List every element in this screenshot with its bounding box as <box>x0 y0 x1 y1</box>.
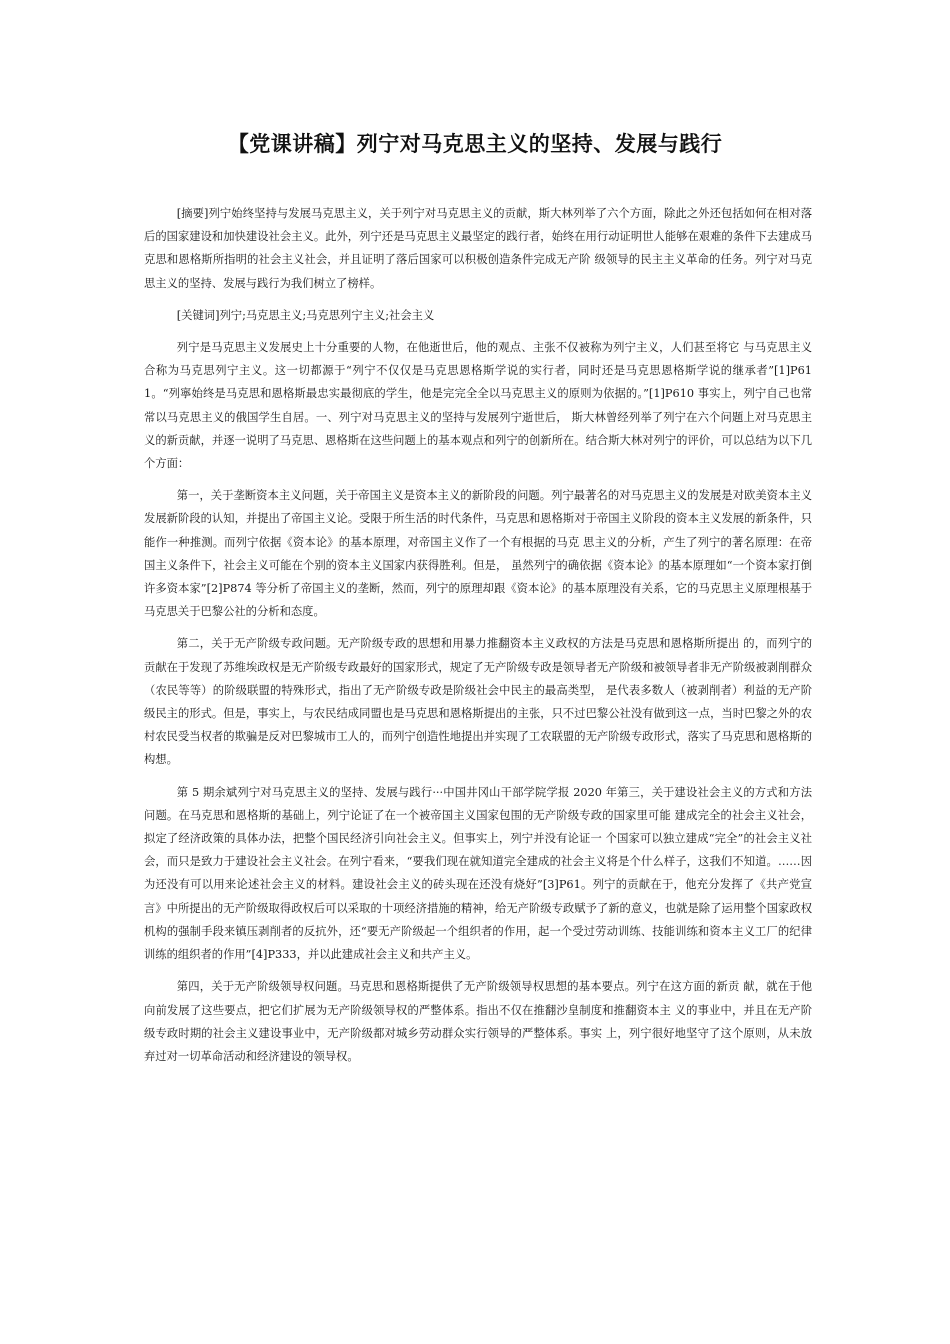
document-title: 【党课讲稿】列宁对马克思主义的坚持、发展与践行 <box>227 132 723 156</box>
document-body <box>144 202 812 1077</box>
abstract-paragraph: [摘要]列宁始终坚持与发展马克思主义，关于列宁对马克思主义的贡献，斯大林列举了六个方面，除此之外还包括如何在相对落后的国家建设和加快建设社会主义。此外，列宁还是马克思主义最坚定的践行者，始终在用行动证明世人能够在艰难的条件下去建成马克思和恩格斯所指明的社会主义社会，并且证明了落后国家可以积极创造条件完成无产阶 级领导的民主主义革命的任务。列宁对马克思主义的坚持、发展与践行为我们树立了榜样。 <box>144 207 812 290</box>
body-paragraph-third: 第 5 期余斌列宁对马克思主义的坚持、发展与践行···中国井冈山干部学院学报 2020 年第三，关于建设社会主义的方式和方法问题。在马克思和恩格斯的基础上，列宁论证了在一个被帝国主义国家包围的无产阶级专政的国家里可能 建成完全的社会主义社会，拟定了经济政策的具体办法，把整个国民经济引向社会主义。但事实上，列宁并没有论证一 个国家可以独立建成“完全”的社会主义社会，而只是致力于建设社会主义社会。在列宁看来，“要我们现在就知道完全建成的社会主义将是个什么样子，这我们不知道。……因为还没有可以用来论述社会主义的材料。建设社会主义的砖头现在还没有烧好”[3]P61。列宁的贡献在于，他充分发挥了《共产党宣言》中所提出的无产阶级取得政权后可以采取的十项经济措施的精神，给无产阶级专政赋予了新的意义，也就是除了运用整个国家政权机构的强制手段来镇压剥削者的反抗外，还“要无产阶级起一个组织者的作用，起一个受过劳动训练、技能训练和资本主义工厂的纪律训练的组织者的作用”[4]P333，并以此建成社会主义和共产主义。 <box>144 785 812 962</box>
body-paragraph-first: 第一，关于垄断资本主义问题，关于帝国主义是资本主义的新阶段的问题。列宁最著名的对马克思主义的发展是对欧美资本主义发展新阶段的认知，并提出了帝国主义论。受限于所生活的时代条件，马克思和恩格斯对于帝国主义阶段的资本主义发展的新条件，只能作一种推测。而列宁依据《资本论》的基本原理，对帝国主义作了一个有根据的马克 思主义的分析，产生了列宁的著名原理：在帝国主义条件下，社会主义可能在个别的资本主义国家内获得胜利。但是， 虽然列宁的确依据《资本论》的基本原理如“一个资本家打倒许多资本家”[2]P874 等分析了帝国主义的垄断，然而，列宁的原理却跟《资本论》的基本原理没有关系，它的马克思主义原理根基于马克思关于巴黎公社的分析和态度。 <box>144 489 812 619</box>
body-paragraph-fourth: 第四，关于无产阶级领导权问题。马克思和恩格斯提供了无产阶级领导权思想的基本要点。列宁在这方面的新贡 献，就在于他向前发展了这些要点，把它们扩展为无产阶级领导权的严整体系。指出不仅在推翻沙皇制度和推翻资本主 义的事业中，并且在无产阶级专政时期的社会主义建设事业中，无产阶级都对城乡劳动群众实行领导的严整体系。事实 上，列宁很好地坚守了这个原则，从未放弃过对一切革命活动和经济建设的领导权。 <box>144 980 812 1063</box>
body-paragraph-intro: 列宁是马克思主义发展史上十分重要的人物，在他逝世后，他的观点、主张不仅被称为列宁主义，人们甚至将它 与马克思主义合称为马克思列宁主义。这一切都源于“列宁不仅仅是马克思恩格斯学说的实行者，同时还是马克思恩格斯学说的继承者”[1]P611。“列寧始终是马克思和恩格斯最忠实最彻底的学生，他是完完全全以马克思主义的原则为依据的。”[1]P610 事实上，列宁自己也常常以马克思主义的俄国学生自居。一、列宁对马克思主义的坚持与发展列宁逝世后， 斯大林曾经列举了列宁在六个问题上对马克思主义的新贡献，并逐一说明了马克思、恩格斯在这些问题上的基本观点和列宁的创新所在。结合斯大林对列宁的评价，可以总结为以下几个方面： <box>144 341 812 471</box>
keywords-paragraph: [关键词]列宁;马克思主义;马克思列宁主义;社会主义 <box>176 308 435 322</box>
body-paragraph-second: 第二，关于无产阶级专政问题。无产阶级专政的思想和用暴力推翻资本主义政权的方法是马克思和恩格斯所提出 的，而列宁的贡献在于发现了苏维埃政权是无产阶级专政最好的国家形式，规定了无产阶级专政是领导者无产阶级和被领导者非无产阶级被剥削群众（农民等等）的阶级联盟的特殊形式，指出了无产阶级专政是阶级社会中民主的最高类型， 是代表多数人（被剥削者）利益的无产阶级民主的形式。但是，事实上，与农民结成同盟也是马克思和恩格斯提出的主张，只不过巴黎公社没有做到这一点，当时巴黎之外的农村农民受当权者的欺骗是反对巴黎城市工人的，而列宁创造性地提出并实现了工农联盟的无产阶级专政形式，落实了马克思和恩格斯的构想。 <box>144 637 812 767</box>
